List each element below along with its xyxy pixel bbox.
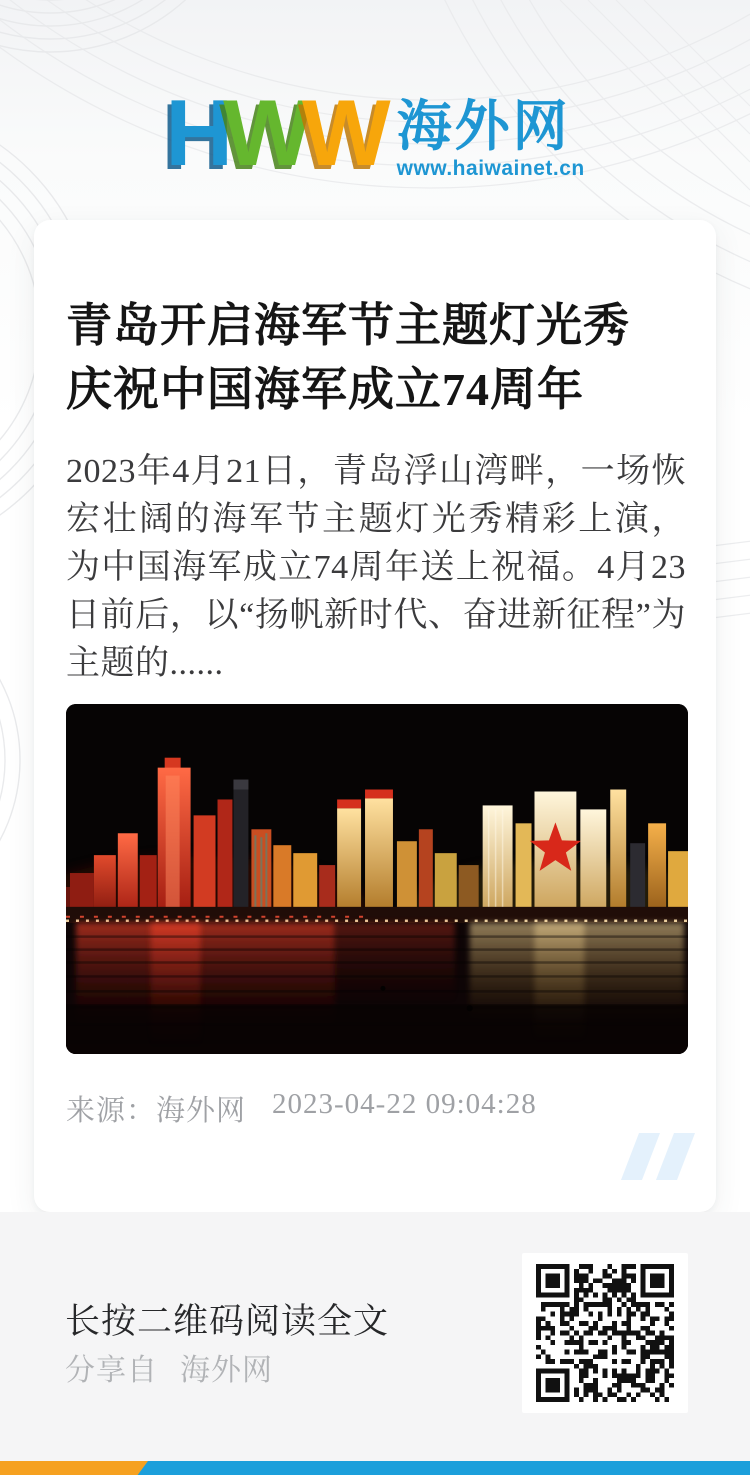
article-meta xyxy=(66,1088,686,1129)
hww-logo-icon xyxy=(165,80,381,185)
article-source: 来源：海外网 xyxy=(66,1095,247,1127)
site-url: www.haiwainet.cn xyxy=(396,157,585,180)
double-slash-icon xyxy=(630,1133,686,1180)
logo-letter-w1: W xyxy=(223,80,302,185)
share-source: 海外网 xyxy=(180,1354,273,1387)
bottom-bar-orange-segment xyxy=(0,1461,148,1475)
logo-letter-w2: W xyxy=(301,80,381,185)
share-attribution xyxy=(65,1345,273,1389)
logo-letter-h: H xyxy=(165,80,224,185)
bottom-accent-bar xyxy=(0,1461,750,1475)
article-title xyxy=(66,294,686,422)
site-name: 海外网 xyxy=(396,95,571,157)
article-timestamp: 2023-04-22 09:04:28 xyxy=(272,1088,537,1120)
qr-code-svg xyxy=(536,1264,674,1402)
water-reflections xyxy=(66,923,688,1054)
article-card xyxy=(34,220,716,1212)
article-summary: 2023年4月21日，青岛浮山湾畔，一场恢宏壮阔的海军节主题灯光秀精彩上演，为中国海军成立74周年送上祝福。4月23日前后，以“扬帆新时代、奋进新征程”为主题的...... xyxy=(66,453,686,682)
footer-panel xyxy=(0,1212,750,1461)
article-title-line2: 庆祝中国海军成立74周年 xyxy=(66,364,584,415)
article-title-line1: 青岛开启海军节主题灯光秀 xyxy=(66,300,630,351)
article-photo xyxy=(66,704,688,1054)
qr-hint-text: 长按二维码阅读全文 xyxy=(65,1302,390,1341)
qingdao-lightshow-illustration xyxy=(66,704,688,1054)
site-logo xyxy=(0,80,750,185)
qr-code[interactable] xyxy=(522,1253,688,1413)
share-prefix: 分享自 xyxy=(65,1354,158,1387)
